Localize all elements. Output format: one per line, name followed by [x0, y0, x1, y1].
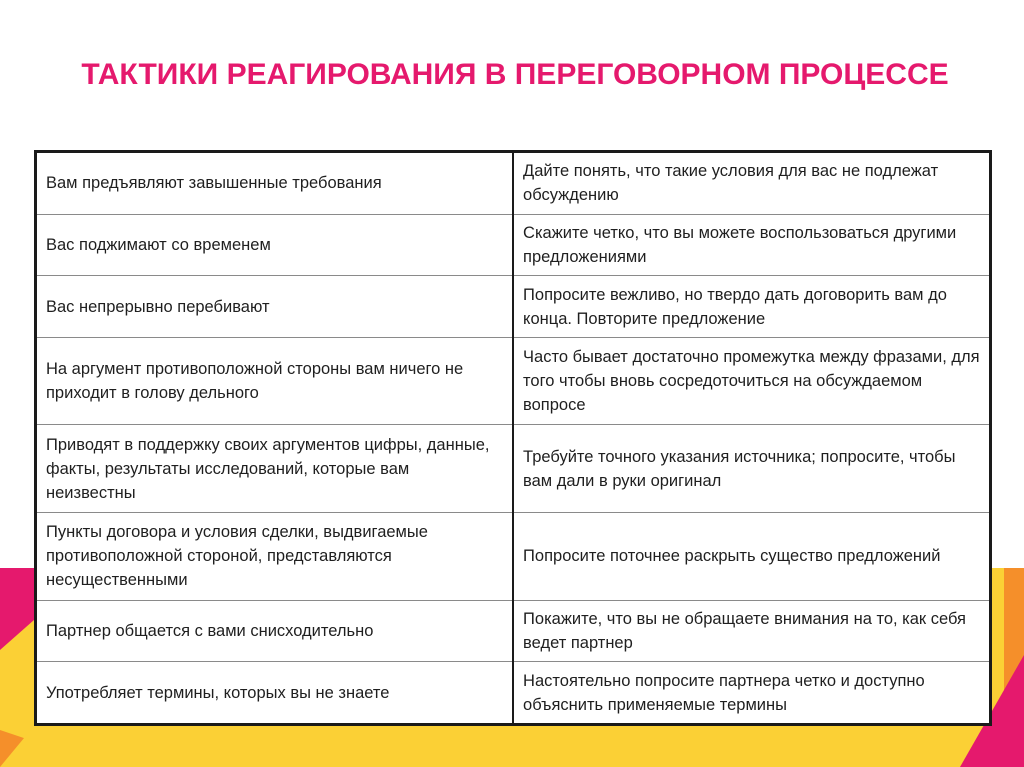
situation-cell: Приводят в поддержку своих аргументов цифры, данные, факты, результаты исследований, которые вам неизвестны [36, 425, 514, 513]
tactics-table [34, 150, 992, 726]
situation-cell: На аргумент противоположной стороны вам ничего не приходит в голову дельного [36, 337, 514, 425]
tactic-cell: Дайте понять, что такие условия для вас не подлежат обсуждению [513, 152, 990, 215]
situation-cell: Вас непрерывно перебивают [36, 276, 514, 338]
table-row [36, 152, 991, 215]
situation-cell: Вас поджимают со временем [36, 214, 514, 276]
tactic-cell: Покажите, что вы не обращаете внимания на то, как себя ведет партнер [513, 600, 990, 662]
tactic-cell: Скажите четко, что вы можете воспользоваться другими предложениями [513, 214, 990, 276]
table-row [36, 276, 991, 338]
table-row [36, 425, 991, 513]
situation-cell: Употребляет термины, которых вы не знаете [36, 662, 514, 725]
table-row [36, 337, 991, 425]
tactic-cell: Часто бывает достаточно промежутка между фразами, для того чтобы вновь сосредоточиться на обсуждаемом вопросе [513, 337, 990, 425]
situation-cell: Партнер общается с вами снисходительно [36, 600, 514, 662]
tactic-cell: Попросите поточнее раскрыть существо предложений [513, 513, 990, 601]
slide-title: ТАКТИКИ РЕАГИРОВАНИЯ В ПЕРЕГОВОРНОМ ПРОЦЕССЕ [81, 58, 949, 91]
tactic-cell: Требуйте точного указания источника; попросите, чтобы вам дали в руки оригинал [513, 425, 990, 513]
tactic-cell: Попросите вежливо, но твердо дать договорить вам до конца. Повторите предложение [513, 276, 990, 338]
table-row [36, 662, 991, 725]
situation-cell: Пункты договора и условия сделки, выдвигаемые противоположной стороной, представляются несущественными [36, 513, 514, 601]
table-row [36, 214, 991, 276]
yellow-band-bottom [0, 726, 1024, 767]
situation-cell: Вам предъявляют завышенные требования [36, 152, 514, 215]
table-row [36, 513, 991, 601]
table-row [36, 600, 991, 662]
tactic-cell: Настоятельно попросите партнера четко и доступно объяснить применяемые термины [513, 662, 990, 725]
